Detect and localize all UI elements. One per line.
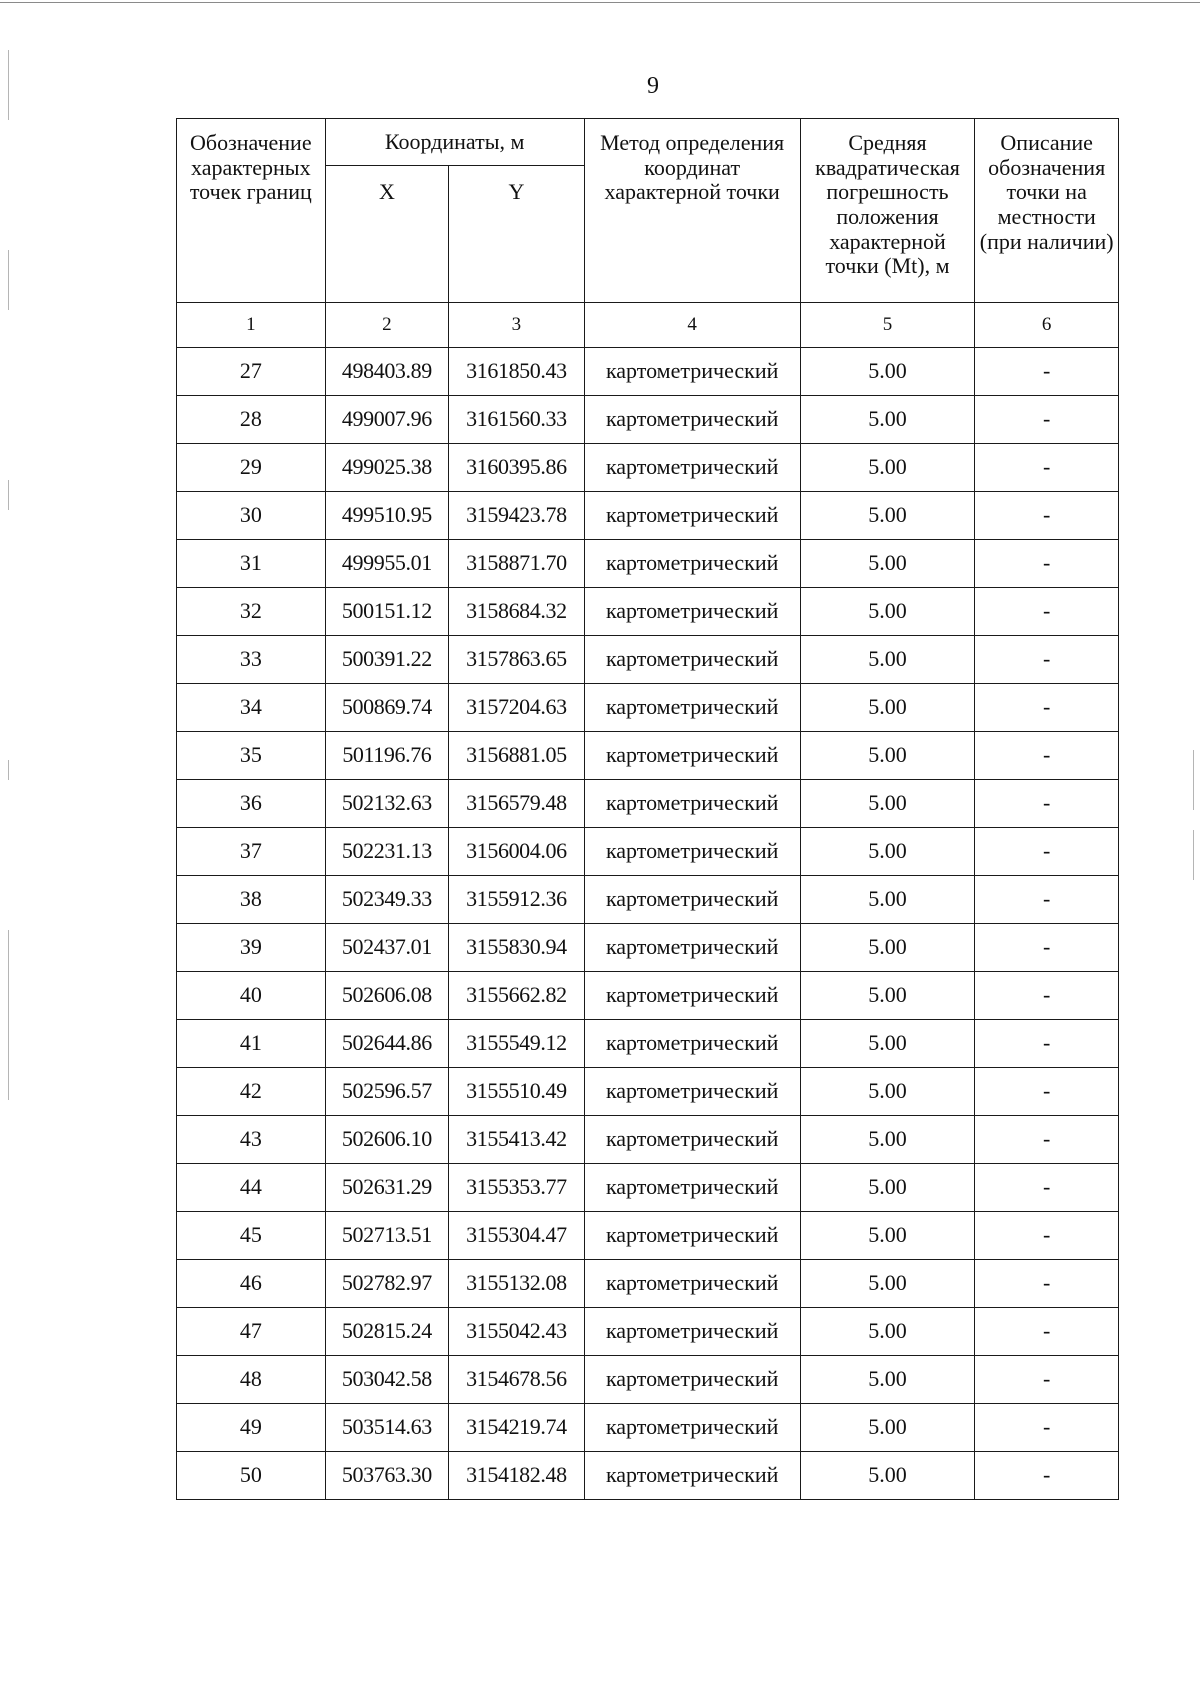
x-coordinate-cell: 499510.95: [325, 492, 449, 540]
y-coordinate-cell: 3155662.82: [449, 972, 585, 1020]
description-cell: -: [975, 780, 1119, 828]
error-cell: 5.00: [800, 1164, 975, 1212]
y-coordinate-cell: 3155042.43: [449, 1308, 585, 1356]
point-cell: 28: [177, 396, 326, 444]
scan-margin-mark: [8, 250, 9, 310]
x-coordinate-cell: 502606.08: [325, 972, 449, 1020]
method-cell: картометрический: [584, 924, 800, 972]
method-cell: картометрический: [584, 444, 800, 492]
error-cell: 5.00: [800, 924, 975, 972]
error-cell: 5.00: [800, 444, 975, 492]
y-coordinate-cell: 3159423.78: [449, 492, 585, 540]
error-cell: 5.00: [800, 732, 975, 780]
error-cell: 5.00: [800, 588, 975, 636]
x-coordinate-cell: 499007.96: [325, 396, 449, 444]
point-cell: 40: [177, 972, 326, 1020]
description-cell: -: [975, 828, 1119, 876]
x-coordinate-cell: 499955.01: [325, 540, 449, 588]
point-cell: 38: [177, 876, 326, 924]
method-cell: картометрический: [584, 684, 800, 732]
column-number: 2: [325, 303, 449, 348]
method-cell: картометрический: [584, 1260, 800, 1308]
table-row: [177, 492, 1119, 540]
table-row: [177, 1164, 1119, 1212]
scan-margin-mark: [8, 480, 9, 510]
method-cell: картометрический: [584, 972, 800, 1020]
table-row: [177, 684, 1119, 732]
x-coordinate-cell: 500869.74: [325, 684, 449, 732]
x-coordinate-cell: 502713.51: [325, 1212, 449, 1260]
column-number: 5: [800, 303, 975, 348]
method-cell: картометрический: [584, 1116, 800, 1164]
y-coordinate-cell: 3155413.42: [449, 1116, 585, 1164]
x-coordinate-cell: 502631.29: [325, 1164, 449, 1212]
table-row: [177, 1260, 1119, 1308]
point-cell: 31: [177, 540, 326, 588]
method-cell: картометрический: [584, 1452, 800, 1500]
error-cell: 5.00: [800, 1212, 975, 1260]
method-cell: картометрический: [584, 1308, 800, 1356]
y-coordinate-cell: 3155830.94: [449, 924, 585, 972]
scan-margin-mark: [1193, 750, 1194, 810]
table-row: [177, 1116, 1119, 1164]
x-coordinate-cell: 502596.57: [325, 1068, 449, 1116]
description-cell: -: [975, 732, 1119, 780]
description-cell: -: [975, 924, 1119, 972]
description-cell: -: [975, 1020, 1119, 1068]
error-cell: 5.00: [800, 876, 975, 924]
table-row: [177, 444, 1119, 492]
description-cell: -: [975, 588, 1119, 636]
description-cell: -: [975, 1452, 1119, 1500]
y-coordinate-cell: 3154678.56: [449, 1356, 585, 1404]
error-cell: 5.00: [800, 1308, 975, 1356]
error-cell: 5.00: [800, 1020, 975, 1068]
y-coordinate-cell: 3161850.43: [449, 348, 585, 396]
description-cell: -: [975, 1308, 1119, 1356]
method-cell: картометрический: [584, 732, 800, 780]
table-row: [177, 1212, 1119, 1260]
error-cell: 5.00: [800, 1260, 975, 1308]
y-coordinate-cell: 3155912.36: [449, 876, 585, 924]
error-cell: 5.00: [800, 348, 975, 396]
point-cell: 35: [177, 732, 326, 780]
point-cell: 44: [177, 1164, 326, 1212]
column-number: 3: [449, 303, 585, 348]
y-coordinate-cell: 3156881.05: [449, 732, 585, 780]
table-row: [177, 732, 1119, 780]
x-coordinate-cell: 502349.33: [325, 876, 449, 924]
point-cell: 50: [177, 1452, 326, 1500]
description-cell: -: [975, 972, 1119, 1020]
description-cell: -: [975, 492, 1119, 540]
method-cell: картометрический: [584, 1164, 800, 1212]
method-cell: картометрический: [584, 828, 800, 876]
point-cell: 27: [177, 348, 326, 396]
point-cell: 39: [177, 924, 326, 972]
point-cell: 32: [177, 588, 326, 636]
point-cell: 43: [177, 1116, 326, 1164]
point-cell: 36: [177, 780, 326, 828]
table-row: [177, 540, 1119, 588]
error-cell: 5.00: [800, 636, 975, 684]
method-cell: картометрический: [584, 1212, 800, 1260]
point-cell: 37: [177, 828, 326, 876]
y-coordinate-cell: 3157863.65: [449, 636, 585, 684]
header-designation: Обозначение характерных точек границ: [177, 119, 326, 303]
header-method: Метод определения координат характерной точки: [584, 119, 800, 303]
error-cell: 5.00: [800, 1404, 975, 1452]
point-cell: 48: [177, 1356, 326, 1404]
method-cell: картометрический: [584, 348, 800, 396]
y-coordinate-cell: 3156004.06: [449, 828, 585, 876]
error-cell: 5.00: [800, 540, 975, 588]
error-cell: 5.00: [800, 972, 975, 1020]
table-row: [177, 924, 1119, 972]
x-coordinate-cell: 502132.63: [325, 780, 449, 828]
description-cell: -: [975, 1212, 1119, 1260]
table-row: [177, 348, 1119, 396]
description-cell: -: [975, 348, 1119, 396]
description-cell: -: [975, 1356, 1119, 1404]
method-cell: картометрический: [584, 876, 800, 924]
method-cell: картометрический: [584, 1404, 800, 1452]
point-cell: 49: [177, 1404, 326, 1452]
table-row: [177, 1356, 1119, 1404]
table-row: [177, 588, 1119, 636]
y-coordinate-cell: 3158871.70: [449, 540, 585, 588]
header-error: Средняя квадратическая погрешность положения характерной точки (Mt), м: [800, 119, 975, 303]
table-row: [177, 1452, 1119, 1500]
scan-margin-mark: [1193, 830, 1194, 880]
method-cell: картометрический: [584, 636, 800, 684]
table-row: [177, 1068, 1119, 1116]
method-cell: картометрический: [584, 780, 800, 828]
point-cell: 34: [177, 684, 326, 732]
x-coordinate-cell: 500151.12: [325, 588, 449, 636]
point-cell: 41: [177, 1020, 326, 1068]
description-cell: -: [975, 540, 1119, 588]
method-cell: картометрический: [584, 1356, 800, 1404]
point-cell: 29: [177, 444, 326, 492]
header-x: X: [325, 166, 449, 303]
page-number: 9: [647, 73, 659, 99]
header-description: Описание обозначения точки на местности (при наличии): [975, 119, 1119, 303]
description-cell: -: [975, 1260, 1119, 1308]
description-cell: -: [975, 636, 1119, 684]
error-cell: 5.00: [800, 780, 975, 828]
method-cell: картометрический: [584, 492, 800, 540]
point-cell: 30: [177, 492, 326, 540]
error-cell: 5.00: [800, 492, 975, 540]
method-cell: картометрический: [584, 540, 800, 588]
x-coordinate-cell: 501196.76: [325, 732, 449, 780]
y-coordinate-cell: 3158684.32: [449, 588, 585, 636]
point-cell: 47: [177, 1308, 326, 1356]
header-coordinates: Координаты, м: [325, 119, 584, 166]
x-coordinate-cell: 503042.58: [325, 1356, 449, 1404]
scan-margin-mark: [8, 930, 9, 1100]
y-coordinate-cell: 3155304.47: [449, 1212, 585, 1260]
table-row: [177, 972, 1119, 1020]
y-coordinate-cell: 3155510.49: [449, 1068, 585, 1116]
y-coordinate-cell: 3161560.33: [449, 396, 585, 444]
description-cell: -: [975, 1404, 1119, 1452]
point-cell: 45: [177, 1212, 326, 1260]
x-coordinate-cell: 502606.10: [325, 1116, 449, 1164]
description-cell: -: [975, 1164, 1119, 1212]
error-cell: 5.00: [800, 1356, 975, 1404]
method-cell: картометрический: [584, 588, 800, 636]
column-number: 4: [584, 303, 800, 348]
table-row: [177, 780, 1119, 828]
x-coordinate-cell: 502231.13: [325, 828, 449, 876]
coordinates-table: [176, 118, 1119, 1500]
table-row: [177, 396, 1119, 444]
y-coordinate-cell: 3156579.48: [449, 780, 585, 828]
column-number: 6: [975, 303, 1119, 348]
x-coordinate-cell: 502815.24: [325, 1308, 449, 1356]
table-row: [177, 1404, 1119, 1452]
error-cell: 5.00: [800, 828, 975, 876]
error-cell: 5.00: [800, 1452, 975, 1500]
table-header-row: [177, 119, 1119, 166]
x-coordinate-cell: 499025.38: [325, 444, 449, 492]
x-coordinate-cell: 498403.89: [325, 348, 449, 396]
y-coordinate-cell: 3155353.77: [449, 1164, 585, 1212]
description-cell: -: [975, 396, 1119, 444]
method-cell: картометрический: [584, 1068, 800, 1116]
point-cell: 33: [177, 636, 326, 684]
x-coordinate-cell: 502644.86: [325, 1020, 449, 1068]
error-cell: 5.00: [800, 396, 975, 444]
y-coordinate-cell: 3154182.48: [449, 1452, 585, 1500]
column-number: 1: [177, 303, 326, 348]
description-cell: -: [975, 1068, 1119, 1116]
scan-top-rule: [0, 2, 1200, 3]
header-y: Y: [449, 166, 585, 303]
x-coordinate-cell: 503763.30: [325, 1452, 449, 1500]
description-cell: -: [975, 1116, 1119, 1164]
y-coordinate-cell: 3154219.74: [449, 1404, 585, 1452]
description-cell: -: [975, 876, 1119, 924]
error-cell: 5.00: [800, 1068, 975, 1116]
x-coordinate-cell: 500391.22: [325, 636, 449, 684]
table-row: [177, 828, 1119, 876]
x-coordinate-cell: 502782.97: [325, 1260, 449, 1308]
point-cell: 42: [177, 1068, 326, 1116]
point-cell: 46: [177, 1260, 326, 1308]
description-cell: -: [975, 444, 1119, 492]
scan-margin-mark: [8, 760, 9, 780]
x-coordinate-cell: 503514.63: [325, 1404, 449, 1452]
method-cell: картометрический: [584, 396, 800, 444]
x-coordinate-cell: 502437.01: [325, 924, 449, 972]
table-row: [177, 636, 1119, 684]
description-cell: -: [975, 684, 1119, 732]
table-row: [177, 1020, 1119, 1068]
column-number-row: [177, 303, 1119, 348]
error-cell: 5.00: [800, 1116, 975, 1164]
y-coordinate-cell: 3155132.08: [449, 1260, 585, 1308]
table-row: [177, 1308, 1119, 1356]
table-row: [177, 876, 1119, 924]
method-cell: картометрический: [584, 1020, 800, 1068]
y-coordinate-cell: 3155549.12: [449, 1020, 585, 1068]
y-coordinate-cell: 3160395.86: [449, 444, 585, 492]
y-coordinate-cell: 3157204.63: [449, 684, 585, 732]
error-cell: 5.00: [800, 684, 975, 732]
